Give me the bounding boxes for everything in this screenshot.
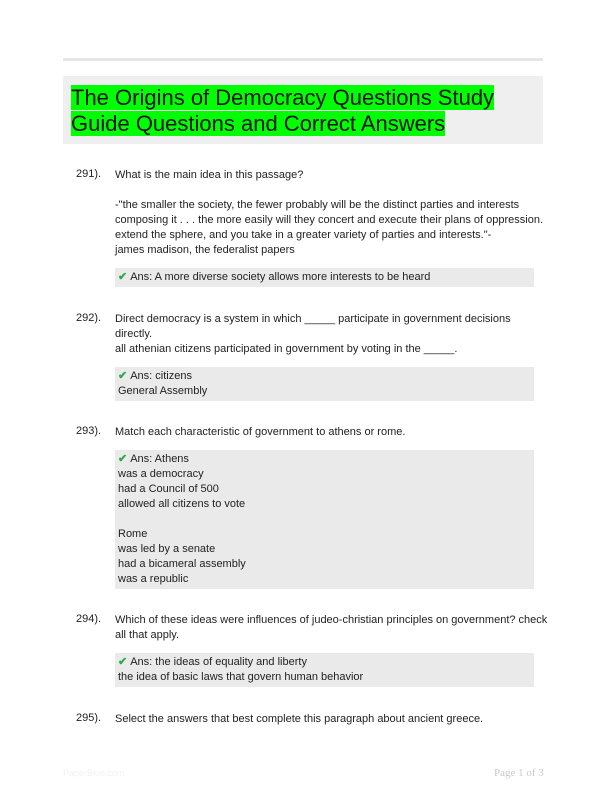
question-passage: all athenian citizens participated in government by voting in the _____. bbox=[115, 343, 458, 355]
question-text: Select the answers that best complete this paragraph about ancient greece. bbox=[115, 713, 484, 725]
passage-line: composing it . . . the more easily will they concert and execute their plans of oppression. bbox=[115, 214, 543, 226]
page-title: The Origins of Democracy Questions Study Guide Questions and Correct Answers bbox=[71, 85, 495, 136]
answer-line: Ans: the ideas of equality and liberty bbox=[130, 656, 307, 668]
top-divider bbox=[63, 58, 543, 61]
footer-watermark: PaperBlue.com bbox=[63, 768, 125, 778]
passage-line: -"the smaller the society, the fewer probably will be the distinct parties and interests bbox=[115, 199, 520, 211]
question-number: 293). bbox=[76, 425, 102, 437]
answer-line: the idea of basic laws that govern human behavior bbox=[118, 671, 364, 683]
title-banner bbox=[63, 76, 543, 144]
passage-line: james madison, the federalist papers bbox=[115, 244, 295, 256]
question-number: 291). bbox=[76, 168, 102, 180]
question-text: Match each characteristic of government to athens or rome. bbox=[115, 426, 406, 438]
question-line: all that apply. bbox=[115, 629, 180, 641]
answer-box bbox=[115, 450, 534, 589]
answer-box bbox=[115, 268, 534, 287]
question-text bbox=[115, 613, 548, 643]
checkmark-icon: ✔ bbox=[118, 271, 128, 283]
answer-line: Ans: Athens bbox=[130, 453, 189, 465]
question-text: What is the main idea in this passage? bbox=[115, 169, 304, 181]
answer-box bbox=[115, 653, 534, 687]
answer-line: Rome bbox=[118, 528, 148, 540]
checkmark-icon: ✔ bbox=[118, 453, 128, 465]
answer-line: Ans: A more diverse society allows more interests to be heard bbox=[130, 271, 431, 283]
answer-spacer bbox=[118, 512, 534, 527]
question-line: Which of these ideas were influences of judeo-christian principles on government? check bbox=[115, 614, 548, 626]
answer-line: was a democracy bbox=[118, 468, 204, 480]
checkmark-icon: ✔ bbox=[118, 370, 128, 382]
answer-line: allowed all citizens to vote bbox=[118, 498, 246, 510]
question-passage bbox=[115, 198, 543, 258]
answer-line: General Assembly bbox=[118, 385, 208, 397]
page-indicator: Page 1 of 3 bbox=[494, 767, 544, 779]
question-number: 294). bbox=[76, 613, 102, 625]
checkmark-icon: ✔ bbox=[118, 656, 128, 668]
answer-line: was led by a senate bbox=[118, 543, 216, 555]
answer-box bbox=[115, 367, 534, 401]
question-text: Direct democracy is a system in which _____ participate in government decisions directly. bbox=[115, 313, 511, 340]
passage-line: extend the sphere, and you take in a greater variety of parties and interests."- bbox=[115, 229, 492, 241]
question-number: 295). bbox=[76, 712, 102, 724]
answer-line: Ans: citizens bbox=[130, 370, 192, 382]
question-number: 292). bbox=[76, 312, 102, 324]
answer-line: had a Council of 500 bbox=[118, 483, 219, 495]
answer-line: had a bicameral assembly bbox=[118, 558, 246, 570]
answer-line: was a republic bbox=[118, 573, 189, 585]
